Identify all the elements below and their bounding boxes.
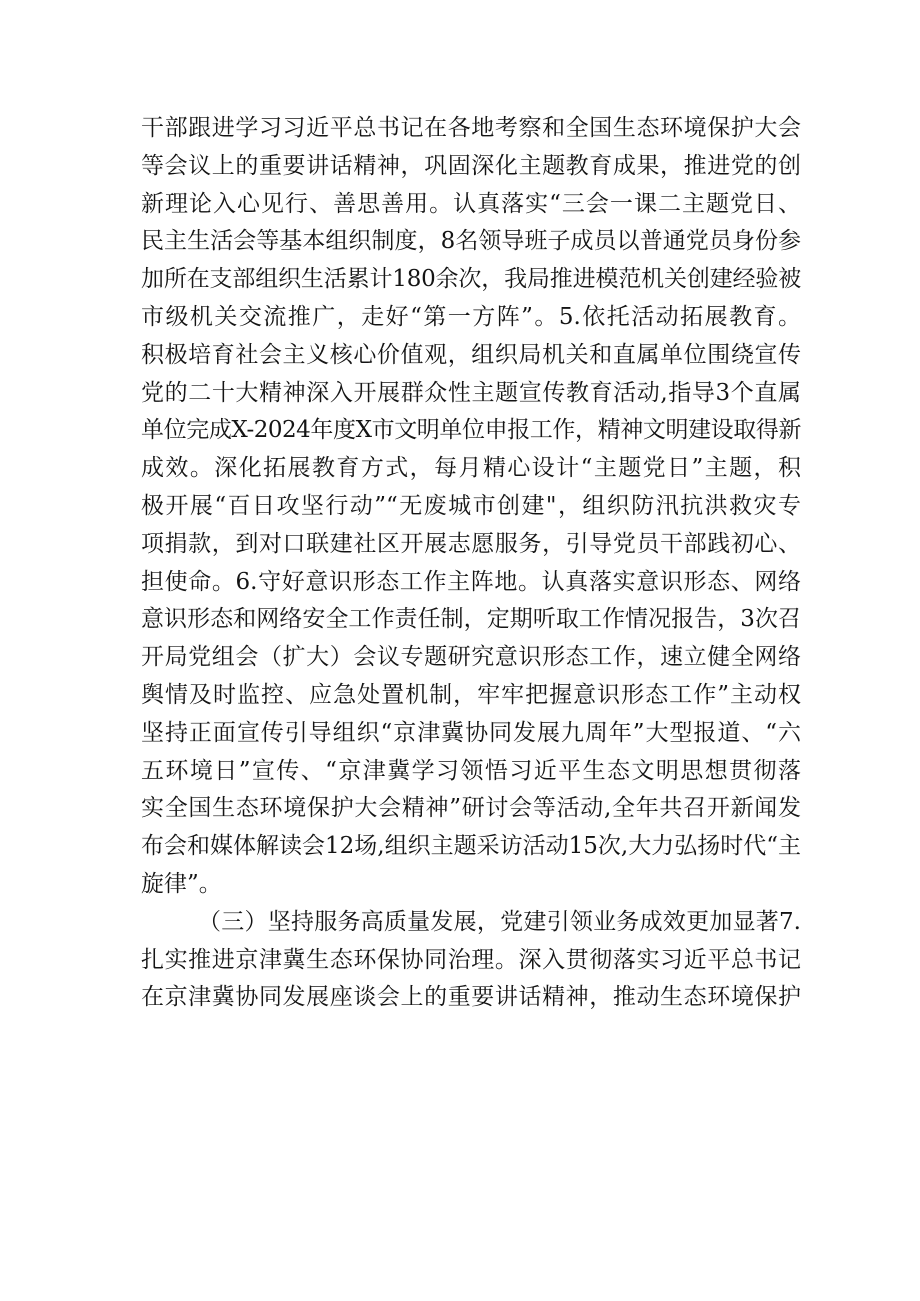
paragraph-line: 单位完成X-2024年度X市文明单位申报工作，精神文明建设取得新: [141, 417, 801, 444]
paragraph-line: 党的二十大精神深入开展群众性主题宣传教育活动,指导3个直属: [141, 379, 801, 406]
paragraph-line: 担使命。6.守好意识形态工作主阵地。认真落实意识形态、网络: [141, 568, 801, 595]
section-heading-line: （三）坚持服务高质量发展，党建引领业务成效更加显著7.: [198, 908, 801, 935]
paragraph-line: 五环境日”宣传、“京津冀学习领悟习近平生态文明思想贯彻落: [141, 757, 801, 784]
paragraph-line: 意识形态和网络安全工作责任制，定期听取工作情况报告，3次召: [141, 606, 801, 633]
paragraph-line: 极开展“百日攻坚行动”“无废城市创建"，组织防汛抗洪救灾专: [141, 492, 801, 519]
paragraph-line: 干部跟进学习习近平总书记在各地考察和全国生态环境保护大会: [141, 115, 801, 141]
paragraph-line: 加所在支部组织生活累计180余次，我局推进模范机关创建经验被: [141, 266, 801, 293]
paragraph-line: 等会议上的重要讲话精神，巩固深化主题教育成果，推进党的创: [141, 152, 801, 179]
paragraph-line: 市级机关交流推广，走好“第一方阵”。5.依托活动拓展教育。: [141, 303, 801, 330]
paragraph-line: 在京津冀协同发展座谈会上的重要讲话精神，推动生态环境保护: [141, 984, 801, 1011]
paragraph-line: 布会和媒体解读会12场,组织主题采访活动15次,大力弘扬时代“主: [141, 833, 801, 860]
paragraph-line: 实全国生态环境保护大会精神”研讨会等活动,全年共召开新闻发: [141, 795, 801, 822]
paragraph-1: [141, 110, 801, 904]
paragraph-line: 新理论入心见行、善思善用。认真落实“三会一课二主题党日、: [141, 190, 801, 217]
paragraph-line: 旋律”。: [141, 870, 222, 897]
paragraph-2: [141, 904, 801, 1017]
document-body: [141, 110, 801, 1017]
paragraph-line: 民主生活会等基本组织制度，8名领导班子成员以普通党员身份参: [141, 228, 801, 255]
paragraph-line: 开局党组会（扩大）会议专题研究意识形态工作，速立健全网络: [141, 644, 801, 671]
paragraph-line: 坚持正面宣传引导组织“京津冀协同发展九周年”大型报道、“六: [141, 719, 801, 746]
paragraph-line: 项捐款，到对口联建社区开展志愿服务，引导党员干部践初心、: [141, 530, 801, 557]
paragraph-line: 积极培育社会主义核心价值观，组织局机关和直属单位围绕宣传: [141, 341, 801, 368]
paragraph-line: 成效。深化拓展教育方式，每月精心设计“主题党日”主题，积: [141, 455, 801, 482]
paragraph-line: 扎实推进京津冀生态环保协同治理。深入贯彻落实习近平总书记: [141, 946, 801, 973]
paragraph-line: 舆情及时监控、应急处置机制，牢牢把握意识形态工作”主动权: [141, 681, 801, 708]
